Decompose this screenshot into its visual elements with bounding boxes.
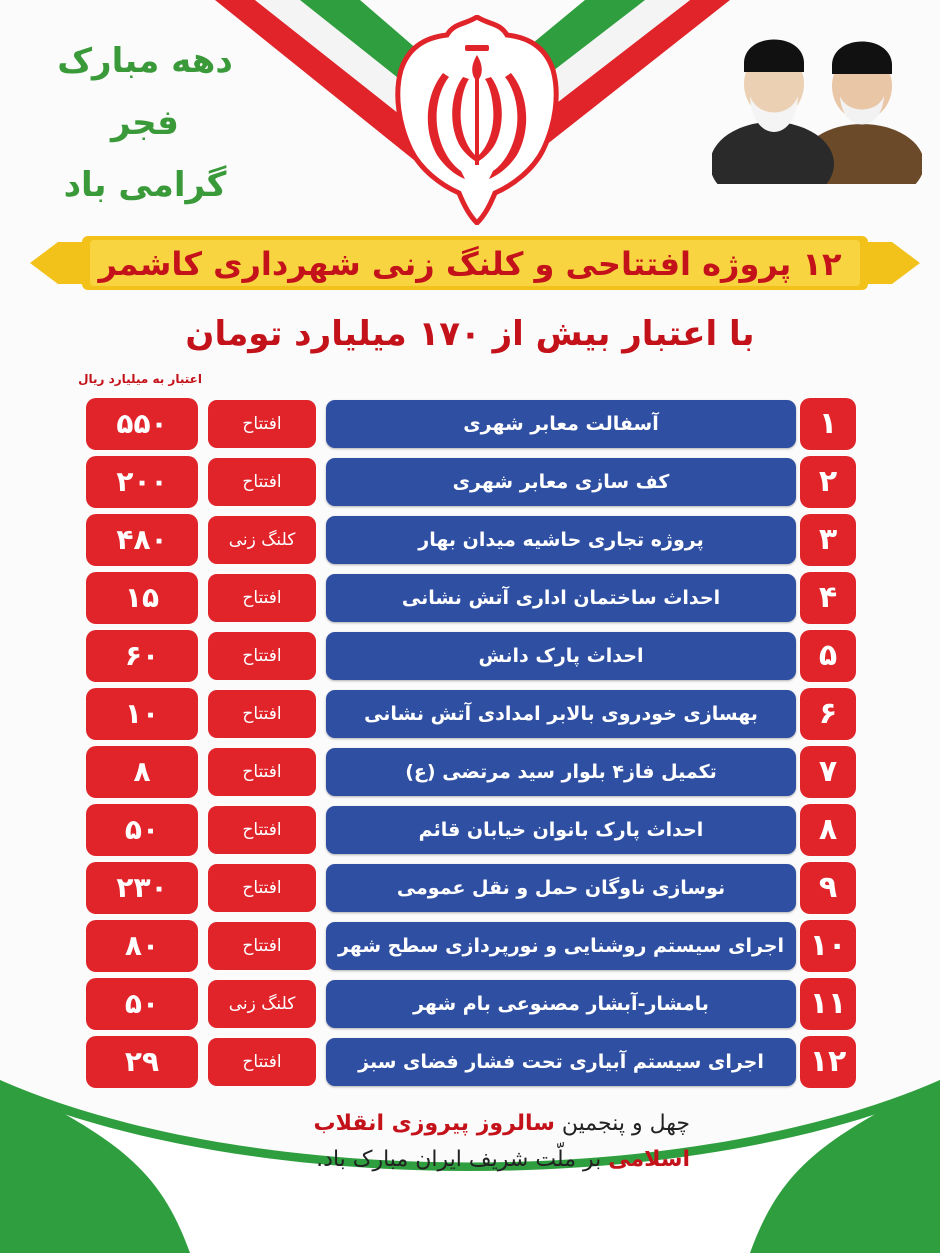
project-title: اجرای سیستم آبیاری تحت فشار فضای سبز [326,1038,796,1086]
project-type: افتتاح [208,400,316,448]
footer-line-2 [220,1142,690,1178]
project-budget: ۱۰ [86,688,198,740]
project-title: احداث ساختمان اداری آتش نشانی [326,574,796,622]
project-budget: ۲۰۰ [86,456,198,508]
project-title: نوسازی ناوگان حمل و نقل عمومی [326,864,796,912]
table-row [0,688,940,740]
project-budget: ۴۸۰ [86,514,198,566]
greeting-line-1: دهه مبارک [57,41,233,81]
table-row [0,804,940,856]
row-number: ۱۲ [800,1036,856,1088]
greeting-line-2: فجر [111,103,179,143]
project-type: افتتاح [208,458,316,506]
footer-line-1 [220,1106,690,1142]
project-budget: ۵۰ [86,978,198,1030]
page-title: ۱۲ پروژه افتتاحی و کلنگ زنی شهرداری کاشمر [98,245,842,283]
greeting-text [40,30,250,216]
footer-message [220,1106,690,1178]
row-number: ۷ [800,746,856,798]
project-title: تکمیل فاز۴ بلوار سید مرتضی (ع) [326,748,796,796]
project-budget: ۲۳۰ [86,862,198,914]
greeting-line-3: گرامی باد [63,165,227,205]
row-number: ۶ [800,688,856,740]
project-title: آسفالت معابر شهری [326,400,796,448]
table-row [0,920,940,972]
table-row [0,572,940,624]
table-row [0,978,940,1030]
project-title: کف سازی معابر شهری [326,458,796,506]
project-type: کلنگ زنی [208,516,316,564]
project-budget: ۵۵۰ [86,398,198,450]
project-budget: ۶۰ [86,630,198,682]
footer-part-2: بر ملّت شریف ایران مبارک باد. [316,1147,609,1172]
row-number: ۱۱ [800,978,856,1030]
project-type: افتتاح [208,690,316,738]
project-budget: ۸۰ [86,920,198,972]
table-row [0,862,940,914]
row-number: ۹ [800,862,856,914]
project-type: افتتاح [208,632,316,680]
row-number: ۸ [800,804,856,856]
row-number: ۴ [800,572,856,624]
iran-emblem [395,15,560,225]
table-row [0,398,940,450]
row-number: ۳ [800,514,856,566]
table-row [0,630,940,682]
project-title: اجرای سیستم روشنایی و نورپردازی سطح شهر [326,922,796,970]
table-row [0,514,940,566]
row-number: ۲ [800,456,856,508]
project-type: افتتاح [208,806,316,854]
project-budget: ۱۵ [86,572,198,624]
footer-part-1: چهل و پنجمین [554,1111,690,1136]
leaders-portrait [712,14,922,184]
project-type: افتتاح [208,922,316,970]
project-budget: ۸ [86,746,198,798]
row-number: ۵ [800,630,856,682]
project-type: افتتاح [208,748,316,796]
project-type: افتتاح [208,864,316,912]
footer-highlight-2: اسلامی [608,1147,690,1172]
project-title: پروژه تجاری حاشیه میدان بهار [326,516,796,564]
project-type: افتتاح [208,1038,316,1086]
row-number: ۱ [800,398,856,450]
row-number: ۱۰ [800,920,856,972]
page-subtitle: با اعتبار بیش از ۱۷۰ میلیارد تومان [185,314,755,354]
table-row [0,456,940,508]
footer-highlight-1: سالروز پیروزی انقلاب [313,1111,555,1136]
project-type: افتتاح [208,574,316,622]
project-budget: ۵۰ [86,804,198,856]
table-row [0,746,940,798]
project-title: بامشار-آبشار مصنوعی بام شهر [326,980,796,1028]
project-title: بهسازی خودروی بالابر امدادی آتش نشانی [326,690,796,738]
project-budget: ۲۹ [86,1036,198,1088]
unit-label: اعتبار به میلیارد ریال [78,372,202,386]
project-title: احداث پارک بانوان خیابان قائم [326,806,796,854]
project-type: کلنگ زنی [208,980,316,1028]
project-title: احداث پارک دانش [326,632,796,680]
